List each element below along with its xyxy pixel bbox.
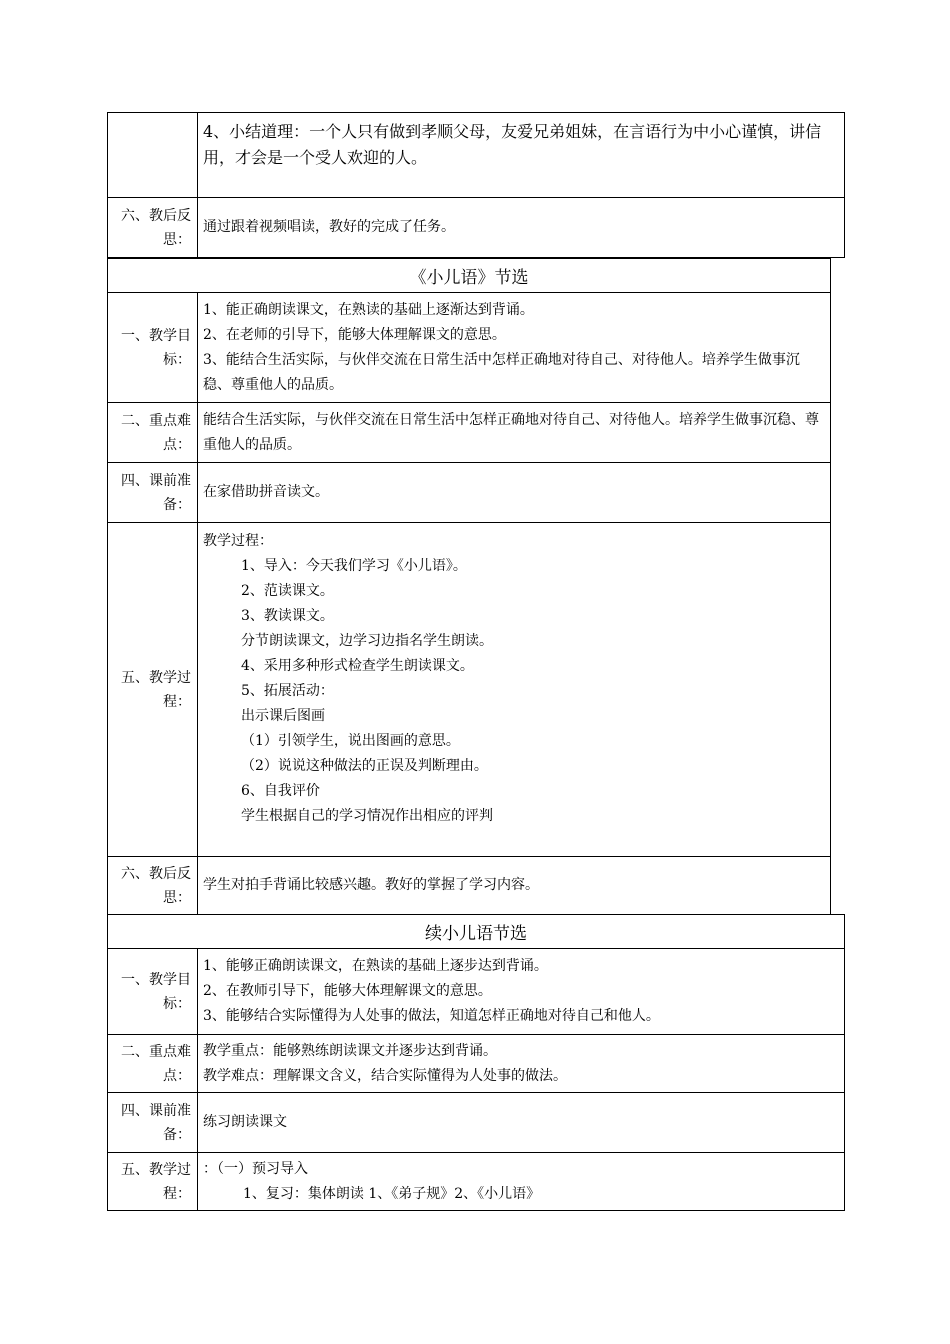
preparation-text: 在家借助拼音读文。 xyxy=(198,463,831,523)
process-step: 4、采用多种形式检查学生朗读课文。 xyxy=(241,658,474,674)
preparation-label: 四、课前准备： xyxy=(108,463,198,523)
table-row xyxy=(108,1035,845,1093)
lesson-title: 续小儿语节选 xyxy=(108,915,845,949)
lesson-table-continued xyxy=(107,112,845,258)
process-label: 五、教学过程： xyxy=(108,523,198,857)
table-row xyxy=(108,523,831,857)
process-step: 3、教读课文。 xyxy=(241,608,334,624)
table-row xyxy=(108,293,831,403)
table-row xyxy=(108,857,831,915)
table-row xyxy=(108,463,831,523)
table-row xyxy=(108,198,845,258)
lesson-table-xiaoeryu xyxy=(107,258,831,915)
goals-label: 一、教学目标： xyxy=(108,949,198,1035)
reflection-label: 六、教后反思： xyxy=(108,857,198,915)
key-point-item: 教学重点：能够熟练朗读课文并逐步达到背诵。 xyxy=(203,1042,497,1059)
table-row xyxy=(108,1093,845,1153)
table-row xyxy=(108,403,831,463)
table-row xyxy=(108,915,845,949)
lesson-table-xu-xiaoeryu xyxy=(107,914,845,1211)
goals-label: 一、教学目标： xyxy=(108,293,198,403)
process-label: 五、教学过程： xyxy=(108,1153,198,1211)
process-step: ：（一）预习导入 xyxy=(203,1160,308,1177)
process-heading: 教学过程： xyxy=(203,533,273,549)
key-points-text: 能结合生活实际，与伙伴交流在日常生活中怎样正确地对待自己、对待他人。培养学生做事沉稳、尊重他人的品质。 xyxy=(198,403,831,463)
goal-item: 3、能够结合实际懂得为人处事的做法，知道怎样正确地对待自己和他人。 xyxy=(203,1008,660,1024)
process-step: （2）说说这种做法的正误及判断理由。 xyxy=(241,758,488,774)
process-step: 6、自我评价 xyxy=(241,783,320,799)
process-step: 1、复习：集体朗读 1、《弟子规》2、《小儿语》 xyxy=(243,1185,541,1202)
process-content xyxy=(198,1153,845,1211)
goal-item: 2、在老师的引导下，能够大体理解课文的意思。 xyxy=(203,326,506,343)
summary-text: 4、小结道理：一个人只有做到孝顺父母，友爱兄弟姐妹，在言语行为中小心谨慎，讲信用，才会是一个受人欢迎的人。 xyxy=(198,113,845,198)
table-row xyxy=(108,1153,845,1211)
reflection-text: 学生对拍手背诵比较感兴趣。教好的掌握了学习内容。 xyxy=(198,857,831,915)
goals-content xyxy=(198,293,831,403)
preparation-label: 四、课前准备： xyxy=(108,1093,198,1153)
process-step: （1）引领学生，说出图画的意思。 xyxy=(241,733,460,749)
process-step: 学生根据自己的学习情况作出相应的评判 xyxy=(241,808,493,824)
process-step: 5、拓展活动： xyxy=(241,683,334,699)
process-step: 2、范读课文。 xyxy=(241,583,334,599)
goal-item: 2、在教师引导下，能够大体理解课文的意思。 xyxy=(203,983,492,999)
row-label-empty xyxy=(108,113,198,198)
table-row xyxy=(108,949,845,1035)
table-row xyxy=(108,113,845,198)
goal-item: 1、能够正确朗读课文，在熟读的基础上逐步达到背诵。 xyxy=(203,958,548,974)
reflection-label: 六、教后反思： xyxy=(108,198,198,258)
goals-content xyxy=(198,949,845,1035)
process-step: 1、导入：今天我们学习《小儿语》。 xyxy=(241,558,467,574)
key-points-label: 二、重点难点： xyxy=(108,1035,198,1093)
key-point-item: 教学难点：理解课文含义，结合实际懂得为人处事的做法。 xyxy=(203,1067,567,1084)
reflection-text: 通过跟着视频唱读，教好的完成了任务。 xyxy=(198,198,845,258)
lesson-title: 《小儿语》节选 xyxy=(108,259,831,293)
process-step: 分节朗读课文，边学习边指名学生朗读。 xyxy=(241,633,493,649)
preparation-text: 练习朗读课文 xyxy=(198,1093,845,1153)
key-points-content xyxy=(198,1035,845,1093)
goal-item: 1、能正确朗读课文，在熟读的基础上逐渐达到背诵。 xyxy=(203,301,534,318)
goal-item: 3、能结合生活实际，与伙伴交流在日常生活中怎样正确地对待自己、对待他人。培养学生做事沉稳、尊重他人的品质。 xyxy=(203,351,800,393)
table-row xyxy=(108,259,831,293)
key-points-label: 二、重点难点： xyxy=(108,403,198,463)
process-step: 出示课后图画 xyxy=(241,708,325,724)
process-content xyxy=(198,523,831,857)
